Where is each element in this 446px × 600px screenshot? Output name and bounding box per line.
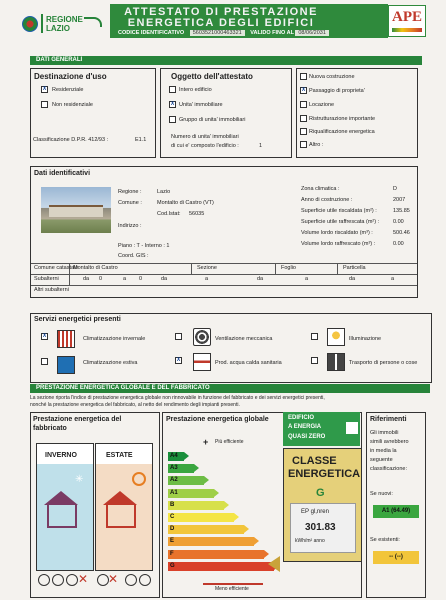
- energy-class-e: E: [168, 537, 254, 546]
- clima-est-checkbox[interactable]: [41, 358, 48, 365]
- valid-label: VALIDO FINO AL: [250, 30, 294, 36]
- classe-line1: CLASSE: [292, 455, 337, 467]
- non-residenziale-label: Non residenziale: [52, 102, 93, 108]
- clima-inv-checkbox[interactable]: X: [42, 333, 47, 339]
- gruppo-unita-label: Gruppo di unita' immobiliari: [179, 117, 246, 123]
- prestazione-desc-line2: nonché la prestazione energetica del fabbricato, al netto del rendimento degli impianti presenti.: [30, 402, 240, 408]
- light-bulb-icon: [327, 328, 345, 346]
- ep-unit: kWh/m² anno: [295, 538, 325, 544]
- building-photo: [41, 187, 111, 233]
- ventilazione-label: Ventilazione meccanica: [215, 336, 273, 342]
- nzeb-checkbox[interactable]: [346, 422, 358, 434]
- energy-class-f: F: [168, 550, 264, 559]
- classificazione-value: E1.1: [135, 137, 147, 143]
- lazio-emblem-icon: [22, 16, 38, 32]
- codistat-label: Cod.Istat:: [157, 211, 181, 217]
- nuova-costruzione-label: Nuova costruzione: [309, 74, 355, 80]
- catasto-foglio-label: Foglio: [281, 265, 296, 271]
- passaggio-proprieta-label: Passaggio di proprieta': [309, 88, 365, 94]
- intero-edificio-label: Intero edificio: [179, 87, 212, 93]
- code-row: [118, 30, 329, 36]
- residenziale-label: Residenziale: [52, 87, 84, 93]
- title-line-1: ATTESTATO DI PRESTAZIONE: [124, 6, 318, 18]
- plus-icon: +: [203, 437, 209, 447]
- house-summer-icon: [106, 504, 136, 528]
- current-class-arrow: [268, 556, 280, 572]
- sup-risc-label: Superficie utile riscaldata (m²) :: [301, 208, 377, 214]
- riferimenti-box: [366, 412, 426, 598]
- dati-identificativi-box: [30, 166, 418, 298]
- subalterni-a-3: a: [305, 276, 309, 282]
- passaggio-proprieta-checkbox[interactable]: X: [301, 87, 306, 93]
- classificazione-label: Classificazione D.P.R. 412/93 :: [33, 137, 109, 143]
- unita-immobiliare-checkbox[interactable]: X: [170, 101, 175, 107]
- subalterni-a-4: a: [391, 276, 395, 282]
- elevator-icon: [327, 353, 345, 371]
- servizi-title: Servizi energetici presenti: [34, 316, 121, 323]
- regione-label: REGIONE: [46, 15, 83, 24]
- ristrutturazione-checkbox[interactable]: [300, 115, 307, 122]
- esistenti-value: -- (--): [373, 551, 419, 564]
- piu-efficiente-label: Più efficiente: [215, 439, 244, 445]
- riferimenti-text-5: classificazione:: [370, 466, 407, 472]
- subalterni-a-1: a: [123, 276, 127, 282]
- code-label: CODICE IDENTIFICATIVO: [118, 30, 185, 36]
- nzeb-line2: A ENERGIA: [288, 424, 322, 430]
- energy-class-c: C: [168, 513, 234, 522]
- dati-generali-bar: DATI GENERALI: [30, 56, 422, 65]
- prestazione-bar: PRESTAZIONE ENERGETICA GLOBALE E DEL FABBRICATO: [30, 384, 430, 393]
- acqua-label: Prod. acqua calda sanitaria: [215, 360, 282, 366]
- estate-panel: [95, 443, 153, 571]
- indirizzo-label: Indirizzo :: [118, 223, 142, 229]
- fabbricato-title-2: fabbricato: [33, 425, 67, 432]
- riferimenti-title: Riferimenti: [370, 416, 407, 423]
- ep-label: EP gl,nren: [301, 509, 329, 515]
- subalterni-zero-2: 0: [139, 276, 143, 282]
- selected-cross-icon: ✕: [108, 572, 119, 586]
- subalterni-da-2: da: [161, 276, 168, 282]
- estate-label: ESTATE: [106, 452, 133, 459]
- snowflake-icon: ✳: [75, 474, 84, 485]
- meno-efficiente-label: Meno efficiente: [215, 586, 249, 592]
- energy-class-d: D: [168, 525, 244, 534]
- ep-value: 301.83: [305, 522, 336, 533]
- sup-raff-value: 0.00: [393, 219, 404, 225]
- riferimenti-text-3: in media la: [370, 448, 397, 454]
- codistat-value: 56035: [189, 211, 205, 217]
- ventilazione-checkbox[interactable]: [175, 333, 182, 340]
- subalterni-da-3: da: [257, 276, 264, 282]
- classe-line2: ENERGETICA: [288, 468, 361, 480]
- ape-rainbow-icon: [392, 28, 422, 32]
- esistenti-label: Se esistenti:: [370, 537, 400, 543]
- locazione-label: Locazione: [309, 102, 335, 108]
- energy-class-a2: A2: [168, 476, 204, 485]
- regione-value: Lazio: [157, 189, 171, 195]
- sup-raff-label: Superficie utile raffrescata (m²) :: [301, 219, 380, 225]
- acqua-checkbox[interactable]: X: [176, 357, 181, 363]
- subalterni-a-2: a: [205, 276, 209, 282]
- fan-icon: [193, 328, 211, 346]
- catasto-comune-label: Comune catastale: [34, 265, 79, 271]
- energy-class-g: G: [168, 562, 274, 571]
- vol-risc-label: Volume lordo riscaldato (m³) :: [301, 230, 373, 236]
- riqualificazione-label: Riqualificazione energetica: [309, 129, 375, 135]
- numero-unita-line2: di cui e' composto l'edificio :: [171, 143, 239, 149]
- subalterni-da-4: da: [349, 276, 356, 282]
- clima-est-label: Climatizzazione estiva: [83, 360, 138, 366]
- energy-class-a3: A3: [168, 464, 194, 473]
- selected-cross-icon: ✕: [78, 572, 89, 586]
- estate-rating-faces: [95, 573, 151, 587]
- anno-value: 2007: [393, 197, 406, 203]
- oggetto-box: [160, 68, 292, 158]
- catasto-comune-value: Montalto di Castro: [73, 265, 118, 271]
- nzeb-line3: QUASI ZERO: [288, 434, 326, 440]
- ep-panel: [290, 503, 356, 553]
- servizi-box: [30, 313, 432, 383]
- sun-icon: [132, 472, 146, 486]
- riferimenti-text-4: seguente: [370, 457, 393, 463]
- numero-unita-value: 1: [259, 143, 263, 149]
- energy-class-a1: A1: [168, 489, 214, 498]
- ape-logo-text: APE: [392, 9, 422, 25]
- nuovi-value: A1 (64.49): [373, 505, 419, 518]
- dati-identificativi-title: Dati identificativi: [34, 170, 91, 177]
- radiator-icon: [57, 330, 75, 348]
- vol-risc-value: 500.46: [393, 230, 410, 236]
- prestazione-desc-line1: La sezione riporta l'indice di prestazione energetica globale non rinnovabile in funzione del fabbricato e dei servizi energetici presenti,: [30, 395, 325, 401]
- house-winter-icon: [47, 504, 77, 528]
- vol-raff-value: 0.00: [393, 241, 404, 247]
- regione-label: Regione :: [118, 189, 142, 195]
- vol-raff-label: Volume lordo raffrescato (m³) :: [301, 241, 376, 247]
- trasporto-checkbox[interactable]: [311, 357, 318, 364]
- catasto-sezione-label: Sezione: [197, 265, 217, 271]
- ape-logo: [388, 5, 426, 37]
- zona-value: D: [393, 186, 397, 192]
- numero-unita-line1: Numero di unita' immobiliari: [171, 134, 239, 140]
- face-icon: [52, 574, 64, 586]
- header-title-bar: [110, 4, 388, 38]
- sup-risc-value: 135.85: [393, 208, 410, 214]
- comune-value: Montalto di Castro (VT): [157, 200, 214, 206]
- catasto-particella-label: Particella: [343, 265, 366, 271]
- valid-value: 08/06/2031: [295, 30, 329, 36]
- nuova-costruzione-checkbox[interactable]: [300, 73, 307, 80]
- inverno-panel: [36, 443, 94, 571]
- fabbricato-title-1: Prestazione energetica del: [33, 416, 122, 423]
- locazione-checkbox[interactable]: [300, 101, 307, 108]
- nzeb-line1: EDIFICIO: [288, 415, 315, 421]
- non-residenziale-checkbox[interactable]: [41, 101, 48, 108]
- clima-inv-label: Climatizzazione invernale: [83, 336, 146, 342]
- fabbricato-box: [30, 412, 160, 598]
- classe-energetica-box: [283, 448, 362, 562]
- illuminazione-checkbox[interactable]: [311, 333, 318, 340]
- classe-value: G: [316, 487, 325, 499]
- coord-label: Coord. GIS :: [118, 253, 149, 259]
- inverno-rating-faces: [36, 573, 92, 587]
- trasporto-label: Trasporto di persone o cose: [349, 360, 418, 366]
- face-icon: [66, 574, 78, 586]
- illuminazione-label: Illuminazione: [349, 336, 382, 342]
- title-line-2: ENERGETICA DEGLI EDIFICI: [127, 17, 315, 29]
- residenziale-checkbox[interactable]: X: [42, 86, 47, 92]
- intero-edificio-checkbox[interactable]: [169, 86, 176, 93]
- energy-class-a4: A4: [168, 452, 184, 461]
- motivo-box: [296, 68, 418, 158]
- nuovi-label: Se nuovi:: [370, 491, 393, 497]
- air-conditioner-icon: [57, 356, 75, 374]
- zona-label: Zona climatica :: [301, 186, 340, 192]
- piano-label: Piano : T - Interno : 1: [118, 243, 170, 249]
- subalterni-label: Subalterni: [34, 276, 59, 282]
- destinazione-box: [30, 68, 156, 158]
- unita-immobiliare-label: Unita' immobiliare: [179, 102, 223, 108]
- altro-label: Altro :: [309, 142, 324, 148]
- regione-lazio-logo: [22, 14, 104, 36]
- riferimenti-text-1: Gli immobili: [370, 430, 399, 436]
- globale-title: Prestazione energetica globale: [166, 416, 269, 423]
- energy-class-b: B: [168, 501, 224, 510]
- green-bottom-bar: [203, 583, 263, 585]
- inverno-label: INVERNO: [45, 452, 77, 459]
- face-icon: [139, 574, 151, 586]
- riferimenti-text-2: simili avrebbero: [370, 439, 409, 445]
- altro-checkbox[interactable]: [300, 141, 307, 148]
- ristrutturazione-label: Ristrutturazione importante: [309, 116, 376, 122]
- oggetto-title: Oggetto dell'attestato: [171, 72, 253, 81]
- anno-label: Anno di costruzione :: [301, 197, 353, 203]
- gruppo-unita-checkbox[interactable]: [169, 116, 176, 123]
- water-tap-icon: [193, 353, 211, 371]
- face-icon: [38, 574, 50, 586]
- subalterni-zero-1: 0: [99, 276, 103, 282]
- lazio-label: LAZIO: [46, 24, 70, 33]
- comune-label: Comune :: [118, 200, 142, 206]
- altri-subalterni-label: Altri subalterni: [34, 287, 69, 293]
- face-icon: [125, 574, 137, 586]
- riqualificazione-checkbox[interactable]: [300, 128, 307, 135]
- code-value: 5603521000463321: [190, 30, 245, 36]
- subalterni-da-1: da: [83, 276, 90, 282]
- destinazione-title: Destinazione d'uso: [34, 72, 107, 81]
